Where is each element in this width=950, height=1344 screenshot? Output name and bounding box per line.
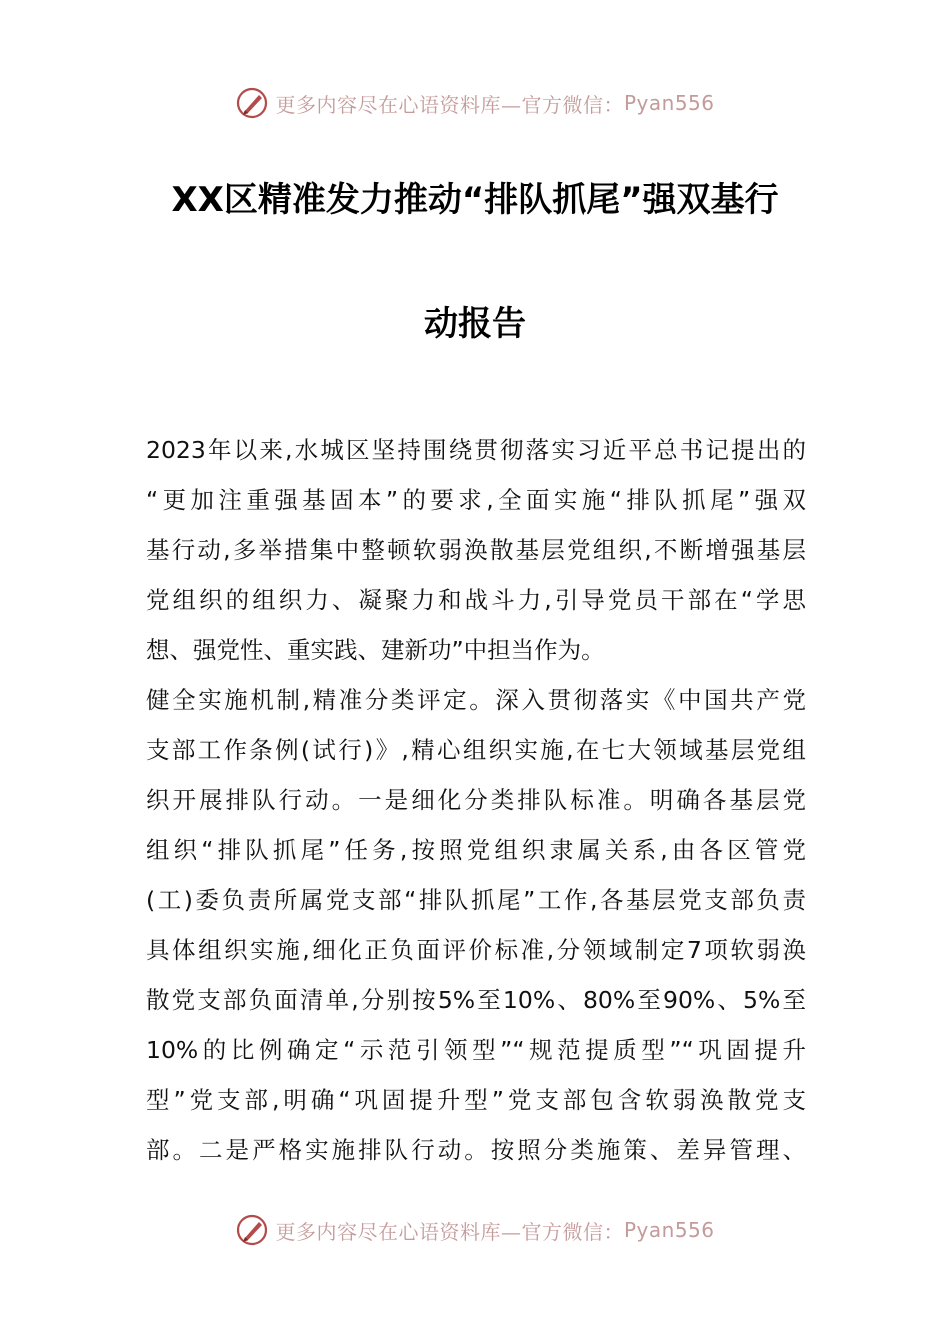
watermark-header	[0, 83, 950, 123]
body-line: 散党支部负面清单,分别按5%至10%、80%至90%、5%至	[146, 986, 806, 1014]
body-line: 织开展排队行动。一是细化分类排队标准。明确各基层党	[146, 786, 806, 814]
body-line: “更加注重强基固本”的要求,全面实施“排队抓尾”强双	[146, 486, 806, 514]
body-line: 型”党支部,明确“巩固提升型”党支部包含软弱涣散党支	[146, 1086, 806, 1114]
body-line: 部。二是严格实施排队行动。按照分类施策、差异管理、	[146, 1136, 806, 1164]
body-line: 想、强党性、重实践、建新功”中担当作为。	[146, 636, 605, 664]
body-line: (工)委负责所属党支部“排队抓尾”工作,各基层党支部负责	[146, 886, 806, 914]
body-line: 健全实施机制,精准分类评定。深入贯彻落实《中国共产党	[146, 686, 806, 714]
body-line: 10%的比例确定“示范引领型”“规范提质型”“巩固提升	[146, 1036, 806, 1064]
body-line: 基行动,多举措集中整顿软弱涣散基层党组织,不断增强基层	[146, 536, 806, 564]
body-line: 支部工作条例(试行)》,精心组织实施,在七大领域基层党组	[146, 736, 806, 764]
body-line: 具体组织实施,细化正负面评价标准,分领域制定7项软弱涣	[146, 936, 806, 964]
document-body	[146, 425, 806, 1175]
pen-logo-icon	[235, 1213, 269, 1247]
document-title-line-2: 动报告	[424, 304, 526, 344]
watermark-text: 更多内容尽在心语资料库—官方微信：	[275, 1219, 624, 1244]
watermark-wechat-id: Pyan556	[623, 1218, 715, 1242]
body-line: 组织“排队抓尾”任务,按照党组织隶属关系,由各区管党	[146, 836, 806, 864]
watermark-wechat-id: Pyan556	[623, 91, 715, 115]
watermark-text: 更多内容尽在心语资料库—官方微信：	[275, 92, 624, 117]
watermark-footer	[0, 1210, 950, 1250]
document-title-line-1: XX区精准发力推动“排队抓尾”强双基行	[171, 180, 779, 220]
body-line: 2023年以来,水城区坚持围绕贯彻落实习近平总书记提出的	[146, 436, 806, 464]
body-line: 党组织的组织力、凝聚力和战斗力,引导党员干部在“学思	[146, 586, 806, 614]
pen-logo-icon	[235, 86, 269, 120]
